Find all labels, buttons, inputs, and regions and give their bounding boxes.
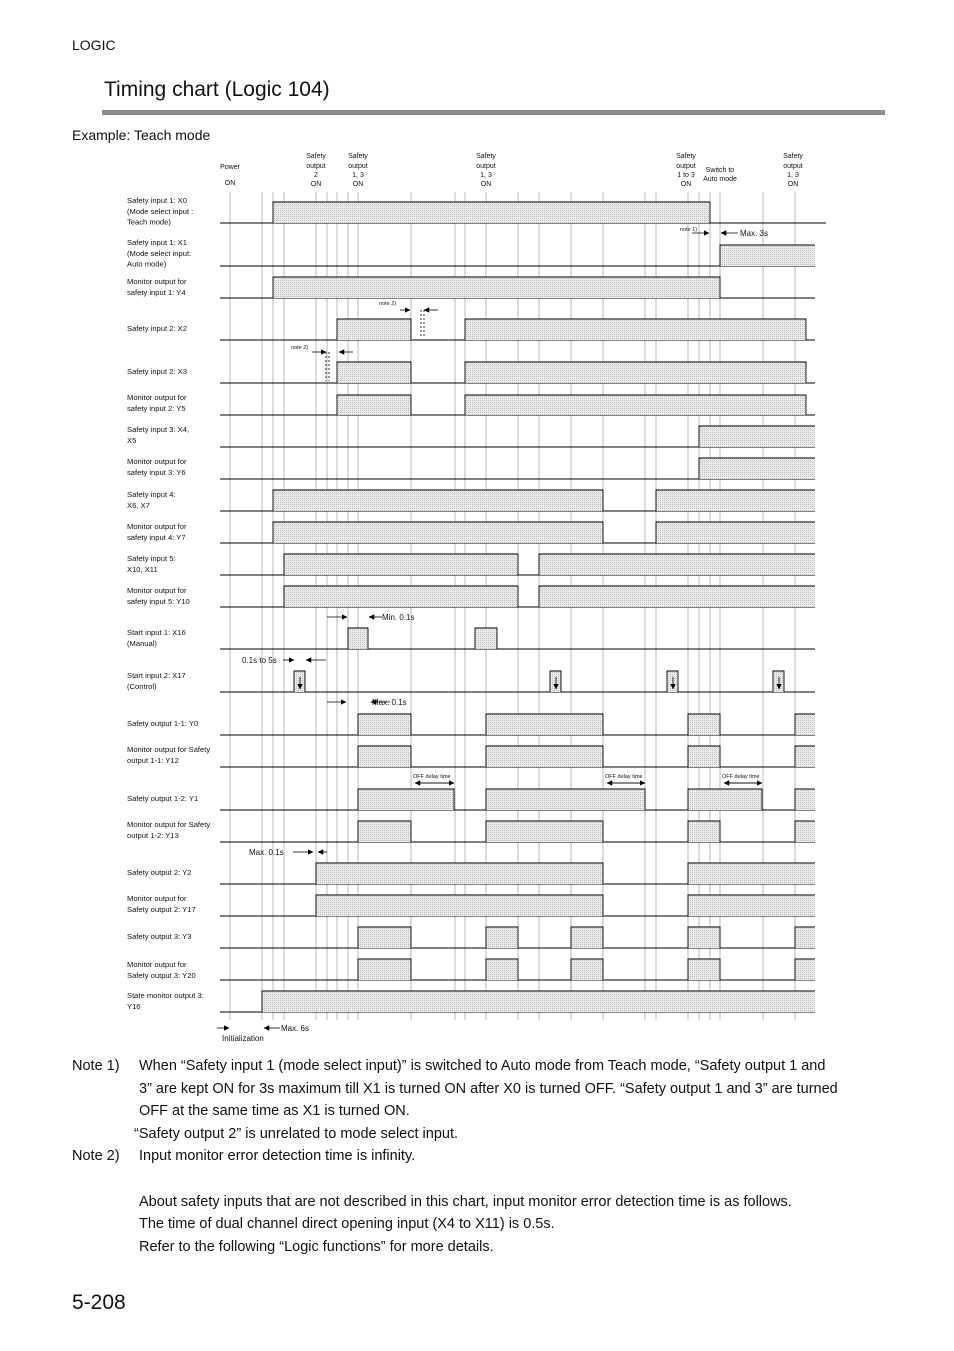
row-label-line: (Control) — [127, 681, 157, 691]
signal-pulse — [688, 746, 720, 767]
signal-pulse — [273, 490, 603, 511]
event-label-line: ON — [310, 181, 322, 188]
signal-pulse — [773, 671, 784, 692]
signal-pulse — [358, 789, 454, 810]
note1-marker: note 1) — [680, 227, 698, 233]
signal-pulse — [273, 277, 720, 298]
event-label-line: ON — [480, 181, 492, 188]
row-label-line: X10, X11 — [127, 564, 158, 574]
note1-line3: OFF at the same time as X1 is turned ON. — [139, 1103, 410, 1119]
row-label-line: Monitor output for — [127, 586, 187, 595]
signal-pulse — [656, 490, 815, 511]
signal-pulse — [539, 586, 815, 607]
row-label-line: Safety output 2: Y2 — [127, 868, 192, 877]
signal-pulse — [273, 522, 603, 543]
row-label-line: safety input 2: Y5 — [127, 403, 186, 413]
range-label: 0.1s to 5s — [242, 656, 277, 665]
signal-pulse — [337, 362, 411, 383]
row-label-line: safety input 4: Y7 — [127, 532, 186, 542]
row-label-line: Monitor output for Safety — [127, 820, 211, 829]
event-label-line: output — [306, 163, 326, 170]
signal-pulse — [688, 863, 815, 884]
row-label-line: Monitor output for — [127, 894, 187, 903]
row-label-line: Safety input 2: X3 — [127, 367, 187, 376]
event-label-line: 1 to 3 — [677, 172, 695, 179]
event-label-line: output — [348, 163, 368, 170]
about-line1: About safety inputs that are not described in this chart, input monitor error detection time is as follows. — [139, 1193, 792, 1210]
signal-pulse — [486, 927, 518, 948]
signal-pulse — [688, 959, 720, 980]
signal-pulse — [688, 821, 720, 842]
signal-pulse — [667, 671, 678, 692]
signal-pulse — [337, 395, 411, 415]
signal-pulse — [486, 959, 518, 980]
row-label-line: Monitor output for — [127, 277, 187, 286]
row-label-line: safety input 1: Y4 — [127, 287, 186, 297]
page-title: Timing chart (Logic 104) — [104, 78, 330, 101]
event-label-line: Power — [220, 164, 240, 171]
event-label-line: 1, 3 — [352, 172, 364, 179]
note2-marker-x3: note 2) — [291, 345, 309, 351]
row-label-line: Safety output 3: Y20 — [127, 970, 196, 980]
signal-pulse — [358, 746, 411, 767]
row-label-line: Safety input 1: X0 — [127, 196, 187, 205]
row-label-line: Monitor output for Safety — [127, 745, 211, 754]
signal-pulse — [795, 959, 815, 980]
signal-pulse — [571, 959, 603, 980]
signal-pulse — [465, 395, 806, 415]
note2-text: Input monitor error detection time is infinity. — [139, 1148, 416, 1164]
signal-pulse — [539, 554, 815, 575]
signal-pulse — [475, 628, 497, 649]
event-label-line: 1, 3 — [480, 172, 492, 179]
signal-pulse — [795, 714, 815, 735]
row-label-line: Monitor output for — [127, 960, 187, 969]
off-delay-label: OFF delay time — [413, 774, 451, 780]
signal-pulse — [795, 746, 815, 767]
max6s-label: Max. 6s — [281, 1024, 310, 1033]
event-label-line: 2 — [314, 172, 318, 179]
section-header: LOGIC — [72, 37, 116, 53]
signal-pulse — [699, 426, 815, 447]
row-label-line: Safety output 2: Y17 — [127, 904, 196, 914]
row-label-line: Auto mode) — [127, 259, 167, 269]
signal-pulse — [337, 319, 411, 340]
signal-pulse — [688, 927, 720, 948]
max3s-label: Max. 3s — [740, 229, 769, 238]
row-label-line: Start input 2: X17 — [127, 671, 186, 680]
min01s-label: Min. 0.1s — [382, 613, 415, 622]
event-label-line: ON — [787, 181, 799, 188]
signal-pulse — [294, 671, 305, 692]
row-label-line: X5 — [127, 435, 137, 445]
signal-pulse — [795, 789, 815, 810]
note1-line2: 3” are kept ON for 3s maximum till X1 is turned ON after X0 is turned OFF. “Safety output 1 and 3” are turned — [139, 1080, 838, 1097]
event-label-line: output — [783, 163, 803, 170]
row-label-line: Start input 1: X16 — [127, 628, 186, 637]
signal-pulse — [486, 789, 645, 810]
row-label-line: Monitor output for — [127, 522, 187, 531]
max01s-label-2: Max. 0.1s — [249, 848, 284, 857]
signal-pulse — [571, 927, 603, 948]
row-label-line: Y16 — [127, 1001, 141, 1011]
signal-pulse — [284, 554, 518, 575]
event-labels — [220, 153, 803, 188]
row-label-line: safety input 3: Y6 — [127, 467, 186, 477]
note1-label: Note 1) — [72, 1058, 120, 1074]
row-label-line: Safety output 1-2: Y1 — [127, 794, 199, 803]
signal-rows — [127, 196, 826, 1012]
event-label-line: ON — [224, 180, 236, 187]
event-label-line: 1, 3 — [787, 172, 799, 179]
signal-pulse — [486, 821, 603, 842]
signal-pulse — [262, 991, 815, 1012]
off-delay-label: OFF delay time — [605, 774, 643, 780]
row-label-line: Safety input 1: X1 — [127, 238, 187, 247]
row-label-line: Safety input 4: — [127, 490, 176, 499]
row-label-line: Monitor output for — [127, 457, 187, 466]
annotations — [217, 227, 779, 1043]
signal-pulse — [358, 714, 411, 735]
signal-pulse — [550, 671, 561, 692]
signal-pulse — [795, 927, 815, 948]
signal-pulse — [465, 362, 806, 383]
row-label-line: Monitor output for — [127, 393, 187, 402]
row-label-line: Teach mode) — [127, 217, 171, 227]
signal-pulse — [273, 202, 710, 223]
signal-pulse — [358, 821, 411, 842]
about-line2: The time of dual channel direct opening input (X4 to X11) is 0.5s. — [139, 1216, 555, 1232]
event-label-line: output — [476, 163, 496, 170]
signal-pulse — [316, 895, 603, 916]
event-label-line: Switch to — [705, 167, 735, 174]
signal-pulse — [316, 863, 603, 884]
event-label-line: Safety — [348, 153, 368, 160]
event-label-line: ON — [352, 181, 364, 188]
timing-chart — [0, 140, 954, 1050]
signal-pulse — [486, 714, 603, 735]
row-label-line: output 1-2: Y13 — [127, 830, 179, 840]
note1-line4: “Safety output 2” is unrelated to mode select input. — [134, 1125, 459, 1142]
row-label-line: X6, X7 — [127, 500, 150, 510]
title-rule — [102, 110, 885, 115]
row-label-line: (Manual) — [127, 638, 157, 648]
about-line3: Refer to the following “Logic functions” for more details. — [139, 1238, 494, 1255]
row-label-line: safety input 5: Y10 — [127, 596, 190, 606]
note1-line1: When “Safety input 1 (mode select input)” is switched to Auto mode from Teach mode, “Safety output 1 and — [139, 1058, 826, 1074]
signal-pulse — [486, 746, 603, 767]
event-label-line: output — [676, 163, 696, 170]
event-label-line: ON — [680, 181, 692, 188]
row-label-line: Safety input 5: — [127, 554, 176, 563]
row-label-line: Safety input 3: X4, — [127, 425, 190, 434]
note1-text — [139, 1055, 892, 1123]
off-delay-label: OFF delay time — [722, 774, 760, 780]
signal-pulse — [795, 821, 815, 842]
signal-pulse — [688, 789, 762, 810]
event-label-line: Safety — [476, 153, 496, 160]
max01s-label: Max. 0.1s — [372, 698, 407, 707]
signal-pulse — [358, 927, 411, 948]
note2-marker-x2: note 2) — [379, 301, 397, 307]
signal-pulse — [699, 458, 815, 479]
event-label-line: Safety — [676, 153, 696, 160]
row-label-line: Safety input 2: X2 — [127, 324, 187, 333]
signal-pulse — [284, 586, 518, 607]
event-label-line: Safety — [306, 153, 326, 160]
row-label-line: State monitor output 3: — [127, 991, 204, 1000]
initialization-label: Initialization — [222, 1034, 264, 1043]
signal-pulse — [720, 245, 815, 266]
row-label-line: Safety output 1-1: Y0 — [127, 719, 199, 728]
signal-pulse — [465, 319, 806, 340]
notes-section — [72, 1055, 892, 1258]
event-label-line: Safety — [783, 153, 803, 160]
row-label-line: (Mode select input : — [127, 206, 194, 216]
row-label-line: output 1-1: Y12 — [127, 755, 179, 765]
signal-pulse — [348, 628, 368, 649]
event-label-line: Auto mode — [703, 176, 737, 183]
example-caption: Example: Teach mode — [72, 127, 211, 143]
signal-pulse — [688, 895, 815, 916]
row-label-line: Safety output 3: Y3 — [127, 932, 192, 941]
signal-pulse — [656, 522, 815, 543]
row-label-line: (Mode select input: — [127, 248, 192, 258]
signal-pulse — [358, 959, 411, 980]
signal-pulse — [688, 714, 720, 735]
page-number: 5-208 — [72, 1291, 126, 1314]
note2-label: Note 2) — [72, 1148, 120, 1164]
